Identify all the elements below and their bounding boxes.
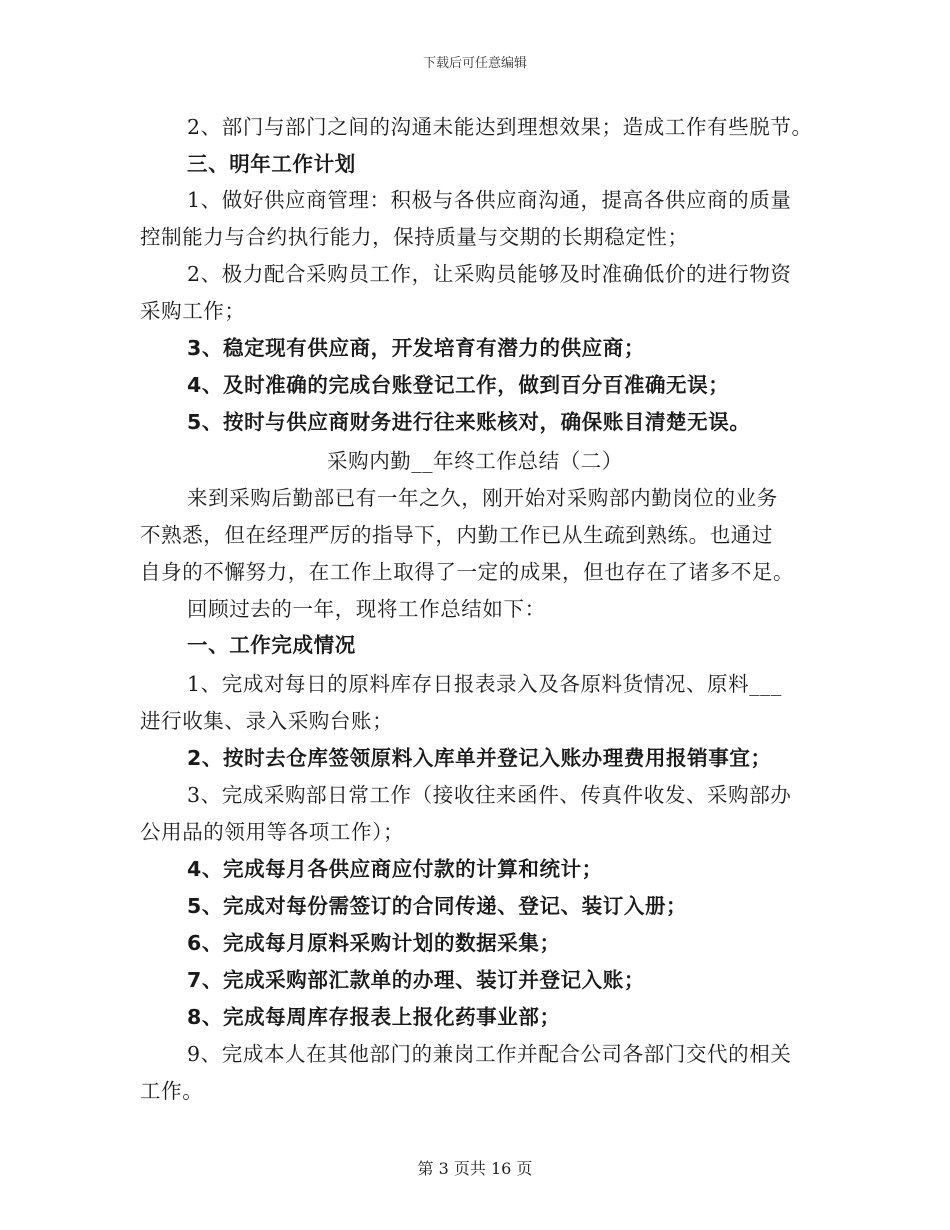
bold-list-item: 8、完成每周库存报表上报化药事业部；: [187, 1005, 561, 1029]
bold-list-item: 6、完成每月原料采购计划的数据采集；: [187, 931, 561, 955]
paragraph-line: 9、完成本人在其他部门的兼岗工作并配合公司各部门交代的相关: [187, 1042, 792, 1066]
page-footer: 第 3 页共 16 页: [417, 1159, 533, 1178]
paragraph-line: 2、部门与部门之间的沟通未能达到理想效果；造成工作有些脱节。: [187, 115, 813, 139]
paragraph-line: 2、极力配合采购员工作，让采购员能够及时准确低价的进行物资: [187, 262, 792, 286]
bold-list-item: 5、按时与供应商财务进行往来账核对，确保账目清楚无误。: [187, 410, 751, 434]
paragraph-line: 来到采购后勤部已有一年之久，刚开始对采购部内勤岗位的业务: [187, 486, 778, 510]
paragraph-line: 不熟悉，但在经理严厉的指导下，内勤工作已从生疏到熟练。也通过: [140, 523, 773, 547]
paragraph-line: 控制能力与合约执行能力，保持质量与交期的长期稳定性；: [140, 225, 689, 249]
bold-list-item: 2、按时去仓库签领原料入库单并登记入账办理费用报销事宜；: [187, 746, 772, 770]
bold-list-item: 3、稳定现有供应商，开发培育有潜力的供应商；: [187, 336, 645, 360]
paragraph-line: 3、完成采购部日常工作（接收往来函件、传真件收发、采购部办: [187, 783, 792, 807]
paragraph-line: 自身的不懈努力，在工作上取得了一定的成果，但也存在了诸多不足。: [140, 560, 795, 584]
paragraph-line: 进行收集、录入采购台账；: [140, 709, 394, 733]
page-header: 下载后可任意编辑: [422, 56, 527, 71]
document-title: 采购内勤__年终工作总结（二）: [327, 449, 623, 473]
bold-list-item: 7、完成采购部汇款单的办理、装订并登记入账；: [187, 968, 645, 992]
paragraph-line: 采购工作；: [140, 299, 246, 323]
paragraph-line: 1、做好供应商管理：积极与各供应商沟通，提高各供应商的质量: [187, 188, 792, 212]
bold-list-item: 4、及时准确的完成台账登记工作，做到百分百准确无误；: [187, 373, 730, 397]
bold-list-item: 4、完成每月各供应商应付款的计算和统计；: [187, 857, 603, 881]
section-heading: 三、明年工作计划: [187, 152, 356, 176]
paragraph-line: 回顾过去的一年，现将工作总结如下：: [187, 597, 546, 621]
paragraph-line: 工作。: [140, 1079, 204, 1103]
paragraph-line: 1、完成对每日的原料库存日报表录入及各原料货情况、原料___: [187, 672, 782, 696]
paragraph-line: 公用品的领用等各项工作）；: [140, 820, 405, 844]
section-heading: 一、工作完成情况: [187, 633, 356, 657]
bold-list-item: 5、完成对每份需签订的合同传递、登记、装订入册；: [187, 894, 688, 918]
